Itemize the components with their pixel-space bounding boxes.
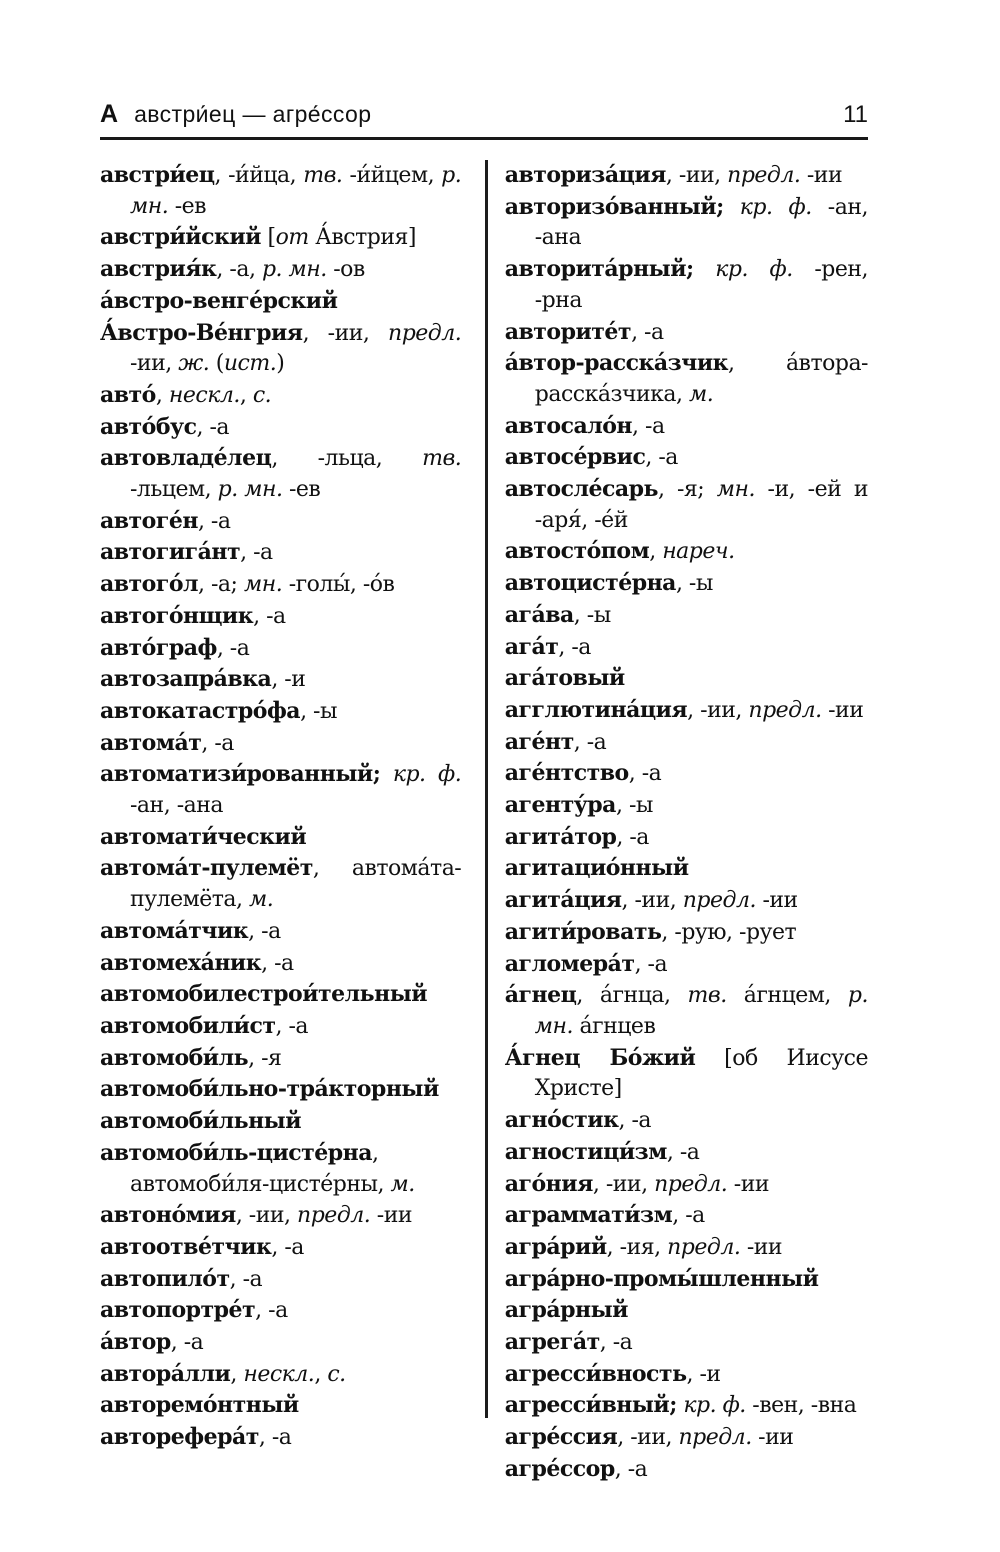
dictionary-entry: [100, 822, 461, 854]
inflection-text: , -ии,: [617, 1425, 679, 1451]
grammar-label: с.: [252, 382, 272, 408]
inflection-text: , -а: [632, 413, 665, 439]
dictionary-entry: [505, 474, 868, 536]
dictionary-entry: [100, 979, 461, 1011]
grammar-label: предл.: [297, 1203, 371, 1229]
dictionary-entry: [100, 948, 461, 980]
entries-area: [100, 160, 868, 1486]
inflection-text: , -а: [616, 824, 649, 850]
dictionary-entry: [100, 1232, 461, 1264]
headword: автома́тчик: [100, 917, 249, 944]
inflection-text: , -а: [614, 1456, 648, 1482]
inflection-text: , -ы: [615, 793, 653, 819]
dictionary-entry: [505, 790, 868, 822]
inflection-text: , -а,: [216, 257, 262, 283]
headword: агресси́вность: [504, 1360, 687, 1387]
dictionary-entry: [505, 348, 868, 410]
inflection-text: , -а: [196, 414, 230, 440]
dictionary-entry: [505, 758, 868, 790]
headword: а́встро-венге́рский: [100, 287, 338, 314]
headword: автора́лли: [100, 1360, 231, 1387]
dictionary-entry: [505, 442, 868, 474]
inflection-text: , -а: [201, 730, 234, 756]
grammar-label: нескл.: [168, 382, 240, 408]
inflection-text: , -а: [170, 1330, 204, 1356]
inflection-text: , -а: [634, 951, 668, 977]
inflection-text: , -а: [258, 1425, 292, 1451]
headword: автого́нщик: [100, 602, 254, 629]
headword: авториза́ция: [504, 162, 666, 188]
inflection-text: , -а: [248, 918, 281, 944]
inflection-text: , -ии,: [665, 163, 728, 188]
headword: автомати́ческий: [100, 823, 307, 850]
headword: агностици́зм: [504, 1138, 667, 1165]
headword: автопортре́т: [100, 1297, 256, 1324]
headword: агглютина́ция: [504, 696, 688, 723]
dictionary-entry: [505, 1264, 868, 1296]
dictionary-entry: [100, 1106, 461, 1138]
inflection-text: , -а: [628, 761, 662, 787]
dictionary-entry: [100, 1295, 461, 1327]
headword: автосало́н: [504, 412, 633, 439]
grammar-label: р. мн.: [217, 477, 283, 503]
dictionary-entry: [100, 1422, 461, 1454]
headword: агита́ция: [504, 887, 622, 914]
dictionary-entry: [505, 1390, 868, 1422]
inflection-text: , -а: [599, 1330, 633, 1356]
headword: автомоби́ль-цисте́рна: [100, 1139, 373, 1166]
inflection-text: ,: [649, 539, 663, 565]
inflection-text: -рен, -рна: [534, 257, 869, 313]
headword: агенту́ра: [504, 792, 616, 819]
grammar-label: предл.: [388, 320, 462, 346]
grammar-label: м.: [390, 1171, 415, 1197]
dictionary-entry: [505, 568, 868, 600]
inflection-text: , -ы: [573, 602, 611, 628]
dictionary-entry: [505, 317, 868, 349]
dictionary-entry: [505, 853, 868, 885]
dictionary-entry: [100, 318, 461, 380]
dictionary-entry: [505, 663, 868, 695]
inflection-text: , -я: [248, 1045, 282, 1071]
grammar-label: р. мн.: [534, 983, 868, 1039]
grammar-label: мн.: [243, 572, 283, 598]
inflection-text: , -а: [275, 1013, 309, 1039]
right-column: [505, 160, 868, 1486]
dictionary-entry: [100, 286, 461, 318]
headword: авторефера́т: [100, 1424, 259, 1451]
headword: автоматизи́рованный;: [100, 761, 381, 788]
headword: австрия́к: [100, 256, 217, 283]
inflection-text: , -а: [255, 1298, 288, 1324]
dictionary-entry: [100, 664, 461, 696]
inflection-text: ,: [239, 382, 253, 408]
headword: автоцисте́рна: [504, 570, 676, 597]
grammar-label: тв.: [303, 163, 343, 188]
dictionary-entry: [505, 1105, 868, 1137]
dictionary-entry: [505, 1295, 868, 1327]
headword: австри́йский: [100, 224, 262, 251]
grammar-label: предл.: [654, 1171, 728, 1197]
headword: авторемо́нтный: [100, 1392, 299, 1419]
dictionary-entry: [505, 949, 868, 981]
grammar-label: кр. ф.: [715, 257, 793, 283]
inflection-text: , -льца,: [271, 446, 423, 472]
headword: автосе́рвис: [504, 444, 646, 471]
dictionary-entry: [505, 254, 868, 316]
headword: агре́ссор: [504, 1455, 615, 1482]
dictionary-entry: [100, 222, 461, 254]
headword: автомоби́льно-тра́кторный: [100, 1076, 439, 1103]
headword: автомоби́льный: [100, 1108, 302, 1135]
grammar-label: предл.: [748, 697, 822, 723]
dictionary-entry: [505, 536, 868, 568]
inflection-text: , -ии,: [621, 888, 683, 914]
dictionary-entry: [505, 160, 868, 192]
headword: автома́т-пулемёт: [100, 855, 313, 882]
grammar-label: предл.: [682, 888, 756, 914]
inflection-text: -голы́, -о́в: [282, 572, 395, 598]
grammar-label: кр. ф.: [739, 194, 812, 220]
inflection-text: -ии: [821, 697, 864, 723]
dictionary-entry: [505, 1043, 868, 1105]
headword: автого́л: [100, 571, 199, 598]
dictionary-entry: [100, 1327, 461, 1359]
inflection-text: -ии: [755, 888, 798, 914]
grammar-label: предл.: [667, 1234, 741, 1260]
page-header: [100, 100, 868, 132]
headword: автоге́н: [100, 507, 198, 534]
dictionary-entry: [505, 600, 868, 632]
headword: а́втор-расска́зчик: [504, 350, 729, 377]
dictionary-entry: [505, 727, 868, 759]
section-letter: А: [100, 100, 119, 128]
inflection-text: -и, -ей и -аря́, -е́й: [534, 477, 868, 533]
inflection-text: -ев: [282, 477, 321, 503]
inflection-text: , -и: [271, 667, 306, 693]
dictionary-entry: [505, 885, 868, 917]
dictionary-entry: [505, 695, 868, 727]
dictionary-entry: [100, 633, 461, 665]
page-number: 11: [843, 101, 868, 128]
dictionary-entry: [100, 601, 461, 633]
inflection-text: (: [209, 351, 224, 377]
headword: а́втор: [100, 1329, 171, 1356]
inflection-text: , -ии,: [592, 1171, 655, 1197]
headword: агресси́вный;: [504, 1392, 677, 1419]
inflection-text: , -а: [229, 1266, 263, 1292]
inflection-text: , -и: [686, 1361, 721, 1387]
inflection-text: , -а: [240, 540, 273, 566]
inflection-text: , -а: [558, 634, 591, 660]
headword: агита́тор: [504, 823, 617, 850]
inflection-text: , -ы: [300, 698, 337, 724]
dictionary-entry: [100, 160, 461, 222]
dictionary-entry: [100, 853, 461, 915]
inflection-text: -ев: [168, 193, 207, 219]
inflection-text: -и́йцем,: [342, 163, 442, 188]
headword: агно́стик: [504, 1107, 619, 1134]
inflection-text: , -а: [197, 508, 231, 534]
headword: авторита́рный;: [504, 256, 694, 283]
inflection-text: а́гнцем,: [726, 983, 848, 1009]
inflection-text: , -ии,: [687, 697, 749, 723]
grammar-label: ист.: [223, 351, 277, 377]
dictionary-entry: [100, 1200, 461, 1232]
dictionary-entry: [505, 980, 868, 1042]
inflection-text: ,: [155, 382, 169, 408]
headword: агра́рно-промы́шленный: [504, 1265, 819, 1292]
inflection-text: а́гнцев: [572, 1013, 656, 1039]
headword: аге́нтство: [504, 760, 629, 787]
dictionary-entry: [100, 728, 461, 760]
dictionary-entry: [505, 1169, 868, 1201]
headword: аге́нт: [504, 728, 574, 755]
inflection-text: [380, 762, 393, 787]
inflection-text: ,: [314, 1361, 328, 1387]
headword: автомобилестрои́тельный: [100, 981, 428, 1008]
grammar-label: р. мн.: [261, 257, 327, 283]
inflection-text: ): [276, 351, 285, 377]
grammar-label: тв.: [422, 446, 462, 472]
inflection-text: , -а: [271, 1234, 304, 1260]
dictionary-entry: [100, 696, 461, 728]
inflection-text: , -а: [618, 1108, 652, 1134]
headword: ага́товый: [504, 665, 625, 692]
dictionary-entry: [505, 1200, 868, 1232]
inflection-text: , -а: [666, 1139, 700, 1165]
inflection-text: , -ы: [675, 571, 713, 597]
headword: автоно́мия: [100, 1202, 236, 1229]
inflection-text: [724, 195, 740, 220]
grammar-label: мн.: [716, 477, 755, 503]
headword: ага́ва: [504, 601, 574, 628]
headword: автогига́нт: [100, 539, 241, 566]
headword: агра́рий: [504, 1233, 607, 1260]
column-divider: [485, 160, 488, 1418]
dictionary-entry: [100, 1390, 461, 1422]
grammar-label: м.: [689, 381, 714, 407]
inflection-text: , а́гнца,: [576, 983, 688, 1009]
grammar-label: кр. ф.: [392, 762, 462, 788]
dictionary-entry: [505, 1327, 868, 1359]
headword: авто́: [100, 381, 156, 408]
dictionary-entry: [100, 569, 461, 601]
inflection-text: , -ия,: [606, 1234, 668, 1260]
headword: А́встро-Ве́нгрия: [100, 319, 303, 346]
dictionary-entry: [100, 916, 461, 948]
headword: автомобили́ст: [100, 1012, 276, 1039]
headword: А́гнец Бо́жий: [504, 1044, 696, 1071]
headword: аграммати́зм: [504, 1202, 673, 1229]
dictionary-entry: [100, 380, 461, 412]
inflection-text: -вен, -вна: [745, 1393, 857, 1419]
inflection-text: , -рую, -рует: [661, 919, 797, 945]
inflection-text: -ан, -ана: [130, 793, 224, 819]
inflection-text: , -а: [631, 319, 664, 345]
grammar-label: кр. ф.: [683, 1393, 746, 1419]
inflection-text: -ии: [740, 1234, 783, 1260]
headword: авто́бус: [100, 413, 197, 440]
inflection-text: ,: [230, 1361, 244, 1387]
headword: аго́ния: [504, 1170, 593, 1197]
headword: автомеха́ник: [100, 949, 262, 976]
dictionary-entry: [505, 411, 868, 443]
dictionary-entry: [100, 537, 461, 569]
dictionary-entry: [505, 1232, 868, 1264]
inflection-text: -льцем,: [130, 477, 218, 503]
inflection-text: -ии: [800, 163, 843, 188]
dictionary-entry: [505, 632, 868, 664]
dictionary-entry: [100, 254, 461, 286]
header-rule: [100, 137, 868, 140]
dictionary-entry: [100, 1138, 461, 1200]
inflection-text: , автомоби́ля-цисте́рны,: [130, 1140, 391, 1197]
headword: агра́рный: [504, 1297, 628, 1324]
headword: автоотве́тчик: [100, 1233, 272, 1260]
inflection-text: , -я;: [657, 477, 717, 503]
grammar-label: нареч.: [662, 539, 735, 565]
inflection-text: , -и́йца,: [214, 163, 304, 188]
dictionary-entry: [100, 443, 461, 505]
grammar-label: р. мн.: [130, 163, 462, 219]
headword: авто́граф: [100, 634, 217, 661]
grammar-label: ж.: [178, 351, 210, 377]
dictionary-entry: [100, 1011, 461, 1043]
left-column: [100, 160, 461, 1454]
inflection-text: , -а: [573, 729, 607, 755]
dictionary-entry: [100, 1043, 461, 1075]
headword: автомоби́ль: [100, 1044, 249, 1071]
dictionary-entry: [505, 822, 868, 854]
dictionary-entry: [505, 1359, 868, 1391]
inflection-text: , -ии,: [235, 1203, 298, 1229]
inflection-text: [694, 257, 716, 282]
headword: агре́ссия: [504, 1424, 618, 1451]
headword: агитацио́нный: [504, 855, 689, 882]
inflection-text: -ан, -ана: [534, 194, 869, 251]
inflection-text: , -а: [672, 1203, 705, 1229]
dictionary-entry: [100, 759, 461, 821]
headword: австри́ец: [100, 162, 215, 188]
dictionary-entry: [505, 917, 868, 949]
dictionary-entry: [505, 1454, 868, 1486]
dictionary-entry: [505, 1137, 868, 1169]
grammar-label: тв.: [687, 983, 727, 1009]
headword: агрега́т: [504, 1329, 600, 1356]
inflection-text: , автома́та-пулемёта,: [130, 856, 462, 913]
headword: автосле́сарь: [504, 476, 658, 503]
grammar-label: предл.: [678, 1425, 752, 1451]
headword: автокатастро́фа: [100, 697, 301, 724]
grammar-label: нескл.: [243, 1361, 315, 1387]
inflection-text: -ов: [326, 257, 365, 283]
inflection-text: -ии: [727, 1171, 770, 1197]
dictionary-entry: [100, 412, 461, 444]
inflection-text: , -а;: [198, 572, 244, 598]
dictionary-entry: [100, 1074, 461, 1106]
headword: а́гнец: [504, 982, 577, 1009]
inflection-text: [об Иисусе Христе]: [534, 1045, 869, 1102]
headword: ага́т: [504, 633, 559, 660]
headword: автозапра́вка: [100, 666, 272, 693]
headword: агломера́т: [504, 950, 635, 977]
headword: автома́т: [100, 729, 202, 756]
headword-range: австри́ец — агре́ссор: [134, 101, 372, 127]
grammar-label: от: [275, 225, 309, 251]
inflection-text: , -а: [645, 445, 678, 471]
inflection-text: , -а: [253, 603, 286, 629]
inflection-text: , а́втора-расска́зчика,: [534, 351, 868, 407]
inflection-text: , -а: [261, 950, 294, 976]
dictionary-entry: [100, 506, 461, 538]
headword: агити́ровать: [504, 918, 662, 945]
grammar-label: с.: [327, 1361, 346, 1387]
grammar-label: предл.: [727, 163, 801, 188]
headword: авторите́т: [504, 318, 632, 345]
headword: автосто́пом: [504, 538, 650, 565]
inflection-text: А́встрия]: [308, 225, 416, 251]
grammar-label: м.: [249, 887, 274, 913]
inflection-text: , -ии,: [302, 320, 389, 346]
dictionary-entry: [505, 192, 868, 254]
dictionary-entry: [505, 1422, 868, 1454]
dictionary-entry: [100, 1264, 461, 1296]
headword: автовладе́лец: [100, 445, 272, 472]
inflection-text: -ии,: [130, 351, 179, 377]
headword: автопило́т: [100, 1265, 230, 1292]
inflection-text: -ии: [370, 1203, 413, 1229]
headword: авторизо́ванный;: [504, 193, 724, 220]
dictionary-entry: [100, 1359, 461, 1391]
inflection-text: -ии: [751, 1425, 794, 1451]
inflection-text: , -а: [216, 635, 250, 661]
inflection-text: [: [261, 225, 276, 251]
